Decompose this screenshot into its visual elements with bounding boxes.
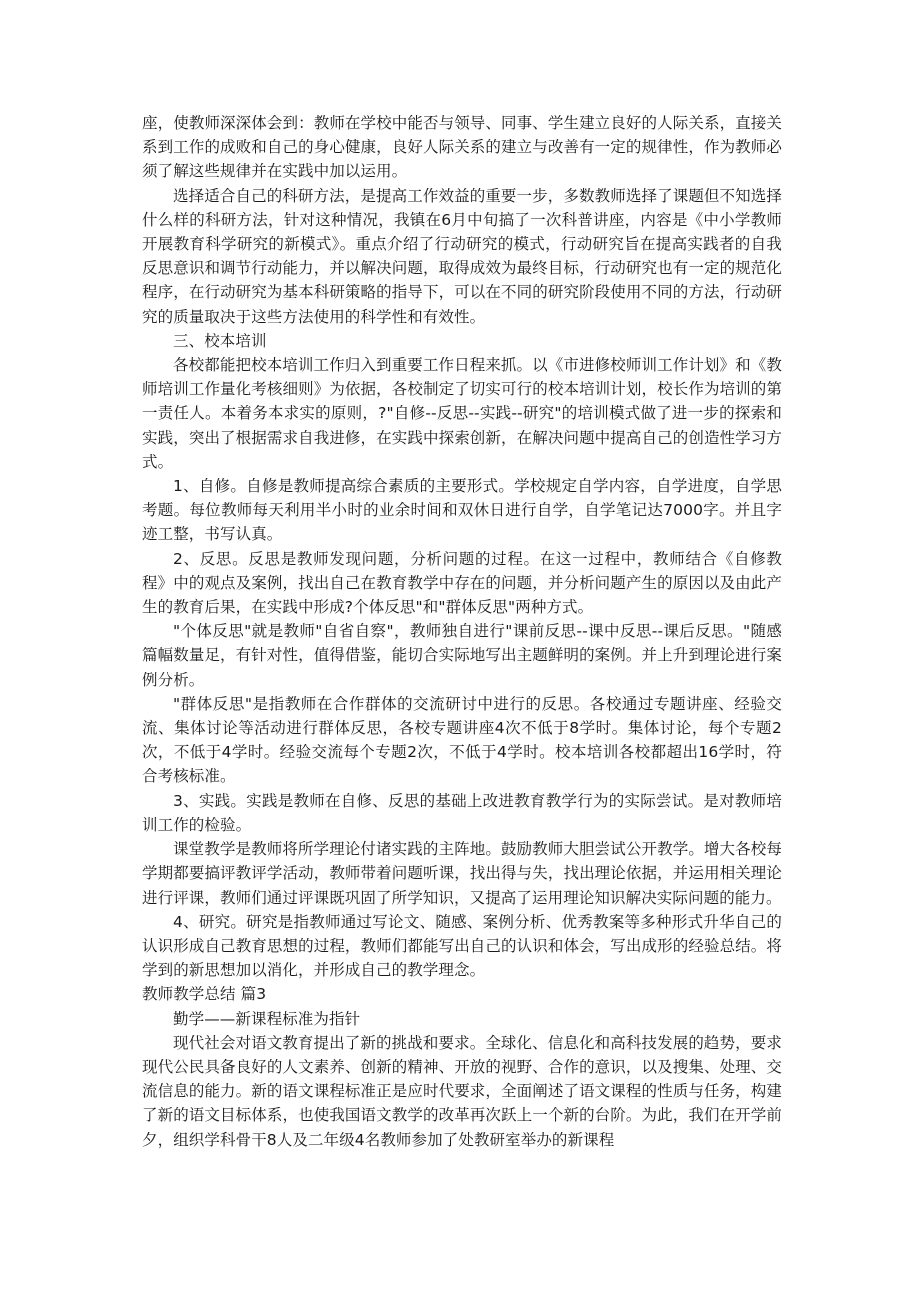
paragraph-research: 4、研究。研究是指教师通过写论文、随感、案例分析、优秀教案等多种形式升华自己的认识形成自己教育思想的过程，教师们都能写出自己的认识和体会，写出成形的经验总结。将学到的新思想加以消化，并形成自己的教学理念。: [142, 912, 782, 980]
paragraph-continuation: 座，使教师深深体会到：教师在学校中能否与领导、同事、学生建立良好的人际关系，直接关系到工作的成败和自己的身心健康，良好人际关系的建立与改善有一定的规律性，作为教师必须了解这些规律并在实践中加以运用。: [142, 114, 782, 181]
paragraph-practice: 3、实践。实践是教师在自修、反思的基础上改进教育教学行为的实际尝试。是对教师培训工作的检验。: [142, 791, 782, 834]
paragraph-individual-reflection: "个体反思"就是教师"自省自察"，教师独自进行"课前反思--课中反思--课后反思。"随感篇幅数量足，有针对性，值得借鉴，能切合实际地写出主题鲜明的案例。并上升到理论进行案例分析。: [142, 622, 782, 689]
section-title: 教师教学总结 篇3: [142, 985, 267, 1004]
paragraph-self-study: 1、自修。自修是教师提高综合素质的主要形式。学校规定自学内容，自学进度，自学思考题。每位教师每天利用半小时的业余时间和双休日进行自学，自学笔记达7000字。并且字迹工整，书写认真。: [142, 477, 782, 544]
paragraph-research-method: 选择适合自己的科研方法，是提高工作效益的重要一步，多数教师选择了课题但不知选择什么样的科研方法，针对这种情况，我镇在6月中旬搞了一次科普讲座，内容是《中小学教师开展教育科学研究的新模式》。重点介绍了行动研究的模式，行动研究旨在提高实践者的自我反思意识和调节行动能力，并以解决问题，取得成效为最终目标，行动研究也有一定的规范化程序，在行动研究为基本科研策略的指导下，可以在不同的研究阶段使用不同的方法，行动研究的质量取决于这些方法使用的科学性和有效性。: [142, 186, 782, 326]
document-body: [142, 111, 782, 1152]
paragraph-group-reflection: "群体反思"是指教师在合作群体的交流研讨中进行的反思。各校通过专题讲座、经验交流、集体讨论等活动进行群体反思，各校专题讲座4次不低于8学时。集体讨论，每个专题2次，不低于4学时。经验交流每个专题2次，不低于4学时。校本培训各校都超出16学时，符合考核标准。: [142, 694, 782, 786]
paragraph-modern-society: 现代社会对语文教育提出了新的挑战和要求。全球化、信息化和高科技发展的趋势，要求现代公民具备良好的人文素养、创新的精神、开放的视野、合作的意识，以及搜集、处理、交流信息的能力。新的语文课程标准正是应时代要求，全面阐述了语文课程的性质与任务，构建了新的语文目标体系，也使我国语文教学的改革再次跃上一个新的台阶。为此，我们在开学前夕，组织学科骨干8人及二年级4名教师参加了处教研室举办的新课程: [142, 1033, 782, 1149]
heading-school-training: 三、校本培训: [173, 331, 267, 350]
paragraph-school-training: 各校都能把校本培训工作归入到重要工作日程来抓。以《市进修校师训工作计划》和《教师培训工作量化考核细则》为依据，各校制定了切实可行的校本培训计划，校长作为培训的第一责任人。本着务本求实的原则，?"自修--反思--实践--研究"的培训模式做了进一步的探索和实践，突出了根据需求自我进修，在实践中探索创新，在解决问题中提高自己的创造性学习方式。: [142, 356, 782, 471]
section-subtitle: 勤学——新课程标准为指针: [173, 1009, 361, 1028]
paragraph-reflection: 2、反思。反思是教师发现问题，分析问题的过程。在这一过程中，教师结合《自修教程》中的观点及案例，找出自己在教育教学中存在的问题，并分析问题产生的原因以及由此产生的教育后果，在实践中形成?个体反思"和"群体反思"两种方式。: [142, 549, 782, 617]
paragraph-classroom: 课堂教学是教师将所学理论付诸实践的主阵地。鼓励教师大胆尝试公开教学。增大各校每学期都要搞评教评学活动，教师带着问题听课，找出得与失，找出理论依据，并运用相关理论进行评课，教师们通过评课既巩固了所学知识，又提高了运用理论知识解决实际问题的能力。: [142, 840, 782, 907]
